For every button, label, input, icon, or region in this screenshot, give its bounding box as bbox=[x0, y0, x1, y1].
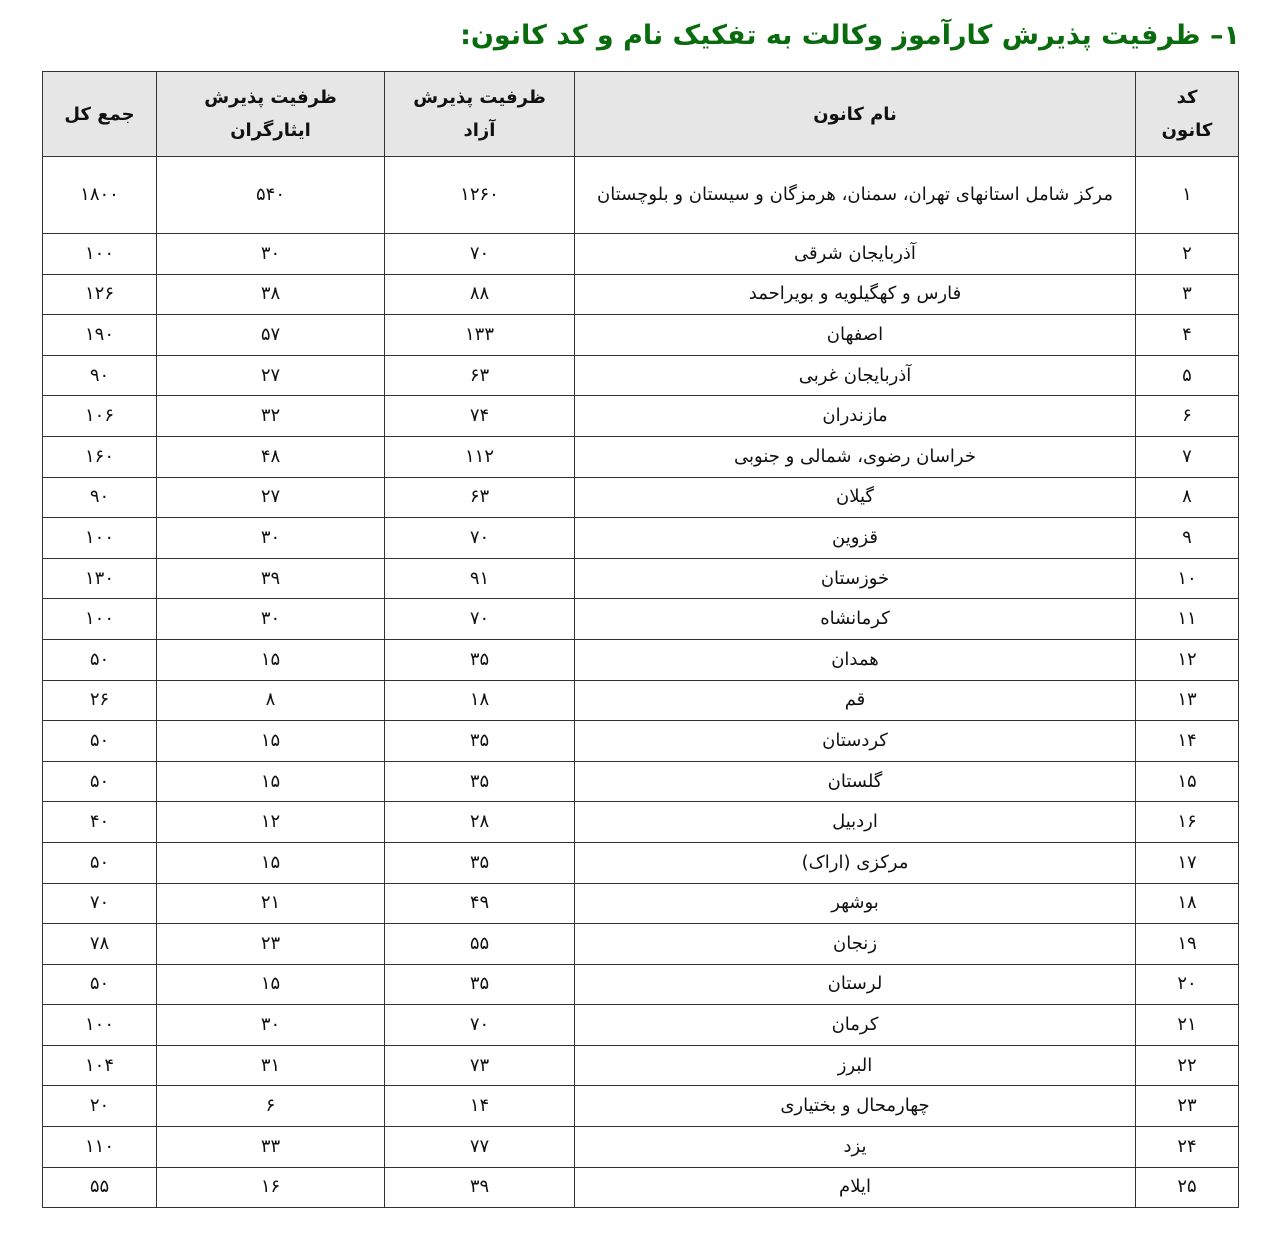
cell-name: خوزستان bbox=[575, 558, 1136, 599]
cell-name: اصفهان bbox=[575, 315, 1136, 356]
cell-total: ۱۶۰ bbox=[43, 436, 157, 477]
cell-code: ۵ bbox=[1136, 355, 1239, 396]
cell-sacrifice-capacity: ۵۷ bbox=[157, 315, 385, 356]
cell-total: ۵۰ bbox=[43, 842, 157, 883]
table-row bbox=[43, 1167, 1239, 1208]
cell-code: ۱۴ bbox=[1136, 721, 1239, 762]
header-code-line1: کد bbox=[1176, 87, 1198, 108]
cell-sacrifice-capacity: ۳۰ bbox=[157, 1005, 385, 1046]
header-free-line2: آزاد bbox=[463, 120, 496, 141]
table-body bbox=[43, 157, 1239, 1208]
header-free bbox=[385, 72, 575, 157]
cell-name: فارس و کهگیلویه و بویراحمد bbox=[575, 274, 1136, 315]
cell-free-capacity: ۵۵ bbox=[385, 924, 575, 965]
table-row bbox=[43, 680, 1239, 721]
cell-sacrifice-capacity: ۱۲ bbox=[157, 802, 385, 843]
cell-total: ۱۲۶ bbox=[43, 274, 157, 315]
cell-name: آذربایجان غربی bbox=[575, 355, 1136, 396]
cell-free-capacity: ۱۱۲ bbox=[385, 436, 575, 477]
cell-code: ۱۳ bbox=[1136, 680, 1239, 721]
cell-sacrifice-capacity: ۳۸ bbox=[157, 274, 385, 315]
cell-free-capacity: ۳۹ bbox=[385, 1167, 575, 1208]
cell-code: ۶ bbox=[1136, 396, 1239, 437]
cell-total: ۱۳۰ bbox=[43, 558, 157, 599]
cell-code: ۲۳ bbox=[1136, 1086, 1239, 1127]
cell-code: ۲ bbox=[1136, 234, 1239, 275]
cell-free-capacity: ۳۵ bbox=[385, 964, 575, 1005]
cell-name: چهارمحال و بختیاری bbox=[575, 1086, 1136, 1127]
cell-name: آذربایجان شرقی bbox=[575, 234, 1136, 275]
cell-sacrifice-capacity: ۱۵ bbox=[157, 842, 385, 883]
cell-total: ۱۸۰۰ bbox=[43, 157, 157, 234]
cell-name: یزد bbox=[575, 1127, 1136, 1168]
cell-free-capacity: ۲۸ bbox=[385, 802, 575, 843]
header-sacrifice-line1: ظرفیت پذیرش bbox=[204, 87, 337, 108]
cell-free-capacity: ۹۱ bbox=[385, 558, 575, 599]
cell-code: ۷ bbox=[1136, 436, 1239, 477]
cell-total: ۵۰ bbox=[43, 639, 157, 680]
cell-sacrifice-capacity: ۱۵ bbox=[157, 964, 385, 1005]
cell-free-capacity: ۷۰ bbox=[385, 1005, 575, 1046]
cell-total: ۵۰ bbox=[43, 721, 157, 762]
cell-sacrifice-capacity: ۳۰ bbox=[157, 234, 385, 275]
cell-code: ۴ bbox=[1136, 315, 1239, 356]
cell-free-capacity: ۳۵ bbox=[385, 639, 575, 680]
cell-total: ۹۰ bbox=[43, 477, 157, 518]
cell-free-capacity: ۱۴ bbox=[385, 1086, 575, 1127]
table-row bbox=[43, 436, 1239, 477]
cell-sacrifice-capacity: ۳۳ bbox=[157, 1127, 385, 1168]
cell-sacrifice-capacity: ۲۱ bbox=[157, 883, 385, 924]
cell-sacrifice-capacity: ۲۷ bbox=[157, 477, 385, 518]
cell-sacrifice-capacity: ۱۶ bbox=[157, 1167, 385, 1208]
cell-free-capacity: ۱۲۶۰ bbox=[385, 157, 575, 234]
header-name bbox=[575, 72, 1136, 157]
cell-sacrifice-capacity: ۸ bbox=[157, 680, 385, 721]
section-title: ۱– ظرفیت پذیرش کارآموز وکالت به تفکیک نام و کد کانون: bbox=[460, 20, 1240, 51]
table-row bbox=[43, 883, 1239, 924]
cell-name: زنجان bbox=[575, 924, 1136, 965]
table-row bbox=[43, 1127, 1239, 1168]
cell-sacrifice-capacity: ۳۰ bbox=[157, 518, 385, 559]
table-row bbox=[43, 924, 1239, 965]
cell-code: ۲۴ bbox=[1136, 1127, 1239, 1168]
cell-name: گلستان bbox=[575, 761, 1136, 802]
table-row bbox=[43, 1086, 1239, 1127]
cell-name: ایلام bbox=[575, 1167, 1136, 1208]
cell-name: کرمانشاه bbox=[575, 599, 1136, 640]
cell-free-capacity: ۷۰ bbox=[385, 234, 575, 275]
header-code bbox=[1136, 72, 1239, 157]
cell-sacrifice-capacity: ۲۷ bbox=[157, 355, 385, 396]
cell-sacrifice-capacity: ۴۸ bbox=[157, 436, 385, 477]
table-row bbox=[43, 721, 1239, 762]
cell-free-capacity: ۳۵ bbox=[385, 761, 575, 802]
cell-free-capacity: ۱۸ bbox=[385, 680, 575, 721]
cell-code: ۸ bbox=[1136, 477, 1239, 518]
cell-total: ۹۰ bbox=[43, 355, 157, 396]
cell-free-capacity: ۷۰ bbox=[385, 599, 575, 640]
cell-code: ۱۹ bbox=[1136, 924, 1239, 965]
cell-name: کرمان bbox=[575, 1005, 1136, 1046]
cell-total: ۱۰۰ bbox=[43, 234, 157, 275]
cell-code: ۲۵ bbox=[1136, 1167, 1239, 1208]
cell-name: کردستان bbox=[575, 721, 1136, 762]
table-row bbox=[43, 558, 1239, 599]
cell-name: مازندران bbox=[575, 396, 1136, 437]
cell-name: گیلان bbox=[575, 477, 1136, 518]
cell-total: ۲۰ bbox=[43, 1086, 157, 1127]
table-row bbox=[43, 157, 1239, 234]
cell-total: ۵۵ bbox=[43, 1167, 157, 1208]
table-row bbox=[43, 396, 1239, 437]
header-code-line2: کانون bbox=[1161, 120, 1213, 141]
table-row bbox=[43, 274, 1239, 315]
cell-free-capacity: ۷۴ bbox=[385, 396, 575, 437]
cell-sacrifice-capacity: ۳۹ bbox=[157, 558, 385, 599]
header-sacrifice-line2: ایثارگران bbox=[230, 120, 311, 141]
table-row bbox=[43, 842, 1239, 883]
cell-free-capacity: ۷۳ bbox=[385, 1045, 575, 1086]
table-row bbox=[43, 1005, 1239, 1046]
cell-free-capacity: ۶۳ bbox=[385, 355, 575, 396]
cell-sacrifice-capacity: ۳۰ bbox=[157, 599, 385, 640]
cell-code: ۹ bbox=[1136, 518, 1239, 559]
cell-total: ۷۰ bbox=[43, 883, 157, 924]
cell-code: ۳ bbox=[1136, 274, 1239, 315]
cell-free-capacity: ۱۳۳ bbox=[385, 315, 575, 356]
cell-total: ۱۰۰ bbox=[43, 518, 157, 559]
cell-total: ۱۰۰ bbox=[43, 1005, 157, 1046]
cell-code: ۱۰ bbox=[1136, 558, 1239, 599]
table-row bbox=[43, 639, 1239, 680]
header-name-line1: نام کانون bbox=[813, 103, 897, 125]
header-total bbox=[43, 72, 157, 157]
cell-name: البرز bbox=[575, 1045, 1136, 1086]
cell-free-capacity: ۷۰ bbox=[385, 518, 575, 559]
cell-free-capacity: ۸۸ bbox=[385, 274, 575, 315]
table-row bbox=[43, 802, 1239, 843]
cell-name: خراسان رضوی، شمالی و جنوبی bbox=[575, 436, 1136, 477]
cell-sacrifice-capacity: ۳۱ bbox=[157, 1045, 385, 1086]
cell-sacrifice-capacity: ۱۵ bbox=[157, 721, 385, 762]
cell-total: ۵۰ bbox=[43, 964, 157, 1005]
cell-code: ۱۶ bbox=[1136, 802, 1239, 843]
cell-total: ۱۰۰ bbox=[43, 599, 157, 640]
cell-code: ۱۷ bbox=[1136, 842, 1239, 883]
table-row bbox=[43, 599, 1239, 640]
cell-code: ۱ bbox=[1136, 157, 1239, 234]
cell-name: مرکزی (اراک) bbox=[575, 842, 1136, 883]
cell-name: همدان bbox=[575, 639, 1136, 680]
header-sacrifice bbox=[157, 72, 385, 157]
cell-sacrifice-capacity: ۵۴۰ bbox=[157, 157, 385, 234]
cell-sacrifice-capacity: ۶ bbox=[157, 1086, 385, 1127]
cell-total: ۷۸ bbox=[43, 924, 157, 965]
cell-total: ۲۶ bbox=[43, 680, 157, 721]
cell-name: مرکز شامل استانهای تهران، سمنان، هرمزگان و سیستان و بلوچستان bbox=[575, 157, 1136, 234]
cell-total: ۱۹۰ bbox=[43, 315, 157, 356]
capacity-table bbox=[42, 71, 1239, 1208]
cell-free-capacity: ۷۷ bbox=[385, 1127, 575, 1168]
cell-free-capacity: ۳۵ bbox=[385, 842, 575, 883]
cell-name: قم bbox=[575, 680, 1136, 721]
cell-sacrifice-capacity: ۳۲ bbox=[157, 396, 385, 437]
cell-free-capacity: ۴۹ bbox=[385, 883, 575, 924]
table-row bbox=[43, 234, 1239, 275]
table-row bbox=[43, 355, 1239, 396]
cell-code: ۱۱ bbox=[1136, 599, 1239, 640]
cell-code: ۲۱ bbox=[1136, 1005, 1239, 1046]
table-row bbox=[43, 761, 1239, 802]
header-total-line1: جمع کل bbox=[64, 103, 135, 125]
table-row bbox=[43, 315, 1239, 356]
cell-sacrifice-capacity: ۱۵ bbox=[157, 639, 385, 680]
cell-sacrifice-capacity: ۱۵ bbox=[157, 761, 385, 802]
cell-code: ۱۸ bbox=[1136, 883, 1239, 924]
cell-name: بوشهر bbox=[575, 883, 1136, 924]
cell-total: ۵۰ bbox=[43, 761, 157, 802]
table-row bbox=[43, 518, 1239, 559]
cell-name: لرستان bbox=[575, 964, 1136, 1005]
cell-name: قزوین bbox=[575, 518, 1136, 559]
cell-sacrifice-capacity: ۲۳ bbox=[157, 924, 385, 965]
cell-code: ۱۲ bbox=[1136, 639, 1239, 680]
table-row bbox=[43, 477, 1239, 518]
cell-total: ۴۰ bbox=[43, 802, 157, 843]
cell-code: ۱۵ bbox=[1136, 761, 1239, 802]
table-header-row bbox=[43, 72, 1239, 157]
cell-free-capacity: ۶۳ bbox=[385, 477, 575, 518]
table-row bbox=[43, 1045, 1239, 1086]
table-row bbox=[43, 964, 1239, 1005]
cell-code: ۲۰ bbox=[1136, 964, 1239, 1005]
cell-total: ۱۰۴ bbox=[43, 1045, 157, 1086]
cell-free-capacity: ۳۵ bbox=[385, 721, 575, 762]
cell-name: اردبیل bbox=[575, 802, 1136, 843]
header-free-line1: ظرفیت پذیرش bbox=[413, 87, 546, 108]
cell-total: ۱۰۶ bbox=[43, 396, 157, 437]
cell-code: ۲۲ bbox=[1136, 1045, 1239, 1086]
cell-total: ۱۱۰ bbox=[43, 1127, 157, 1168]
